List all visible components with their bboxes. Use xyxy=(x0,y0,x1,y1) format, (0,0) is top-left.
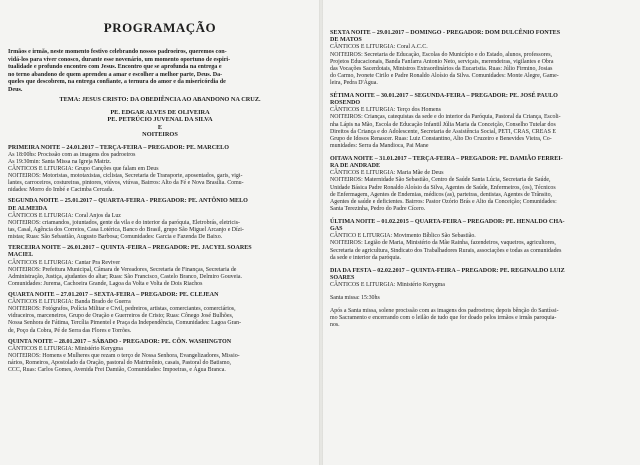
night-line: nários, Romeiros, Apostolado da Oração, pastoral do Matrimônio, casais, Pastoral do Batismo, xyxy=(8,360,231,367)
night-line: Santa missa: 15:30hs xyxy=(330,295,380,302)
left-column xyxy=(0,0,318,465)
night-heading: RA DE ANDRADE xyxy=(330,163,381,170)
night-heading: SEXTA NOITE – 29.01.2017 – DOMINGO - PREGADOR: DOM DULCÊNIO FONTES xyxy=(330,30,561,36)
night-heading: MACIEL xyxy=(8,252,34,259)
night-line: CÂNTICOS E LITURGIA: Maria Mãe de Deus xyxy=(330,170,444,177)
intro-line: tualidade e profundo encontro com Jesus. Encontro que se aprofunda na entrega e xyxy=(8,64,222,70)
page-fold xyxy=(319,0,323,465)
night-line: de Enfermagem, Agentes de Endemias, médicos (as), parteiras, dentistas, Agentes de Trânsito, xyxy=(330,191,552,198)
intro-line: no terno abandono de quem aprendeu a amar e escolher a melhor parte, Deus. Da- xyxy=(8,71,223,78)
night-line: CÂNTICO E LITURGIA: Movimento Bíblico São Sebastião. xyxy=(330,233,476,240)
night-heading: OITAVA NOITE – 31.01.2017 – TERÇA-FEIRA – PREGADOR: PE. DAMIÃO FERREI- xyxy=(330,155,563,162)
night-block xyxy=(8,292,312,335)
night-line: CÂNTICOS E LITURGIA: Ministério Kerygma xyxy=(330,282,445,289)
night-block xyxy=(8,245,312,288)
night-heading: QUINTA NOITE – 28.01.2017 – SÁBADO - PREGADOR: PE. CÔN. WASHINGTON xyxy=(8,338,232,345)
night-heading: SEGUNDA NOITE – 25.01.2017 – QUARTA-FEIRA - PREGADOR: PE. ANTÔNIO MELO xyxy=(8,198,248,205)
night-block xyxy=(330,156,632,213)
night-line: nha Lápis na Mão, Escola de Educação Infantil Júlia Maria da Conceição, Conselho Tutelar dos xyxy=(330,121,556,128)
night-line: NOITEIROS: Maternidade São Sebastião, Centro de Saúde Santa Lúcia, Secretaria de Saúde, xyxy=(330,177,551,184)
intro-line: queles que descobrem, na entrega confiante, a ternura do amor e da misericórdia de xyxy=(8,79,226,85)
night-line: das Vocações Sacerdotais, Ministros Extraordinários da Eucaristia. Ruas: Júlio Firmino, Josias xyxy=(330,65,553,72)
night-line: CÂNTICOS E LITURGIA: Grupo Canções que falam em Deus xyxy=(8,166,159,173)
night-line: Após a Santa missa, solene procissão com as imagens dos padroeiros; depois bênção do Santíssi- xyxy=(330,308,559,315)
priest-name: PE. EDGAR ALVES DE OLIVEIRA xyxy=(110,109,210,116)
night-heading: SÉTIMA NOITE – 30.01.2017 – SEGUNDA-FEIRA – PREGADOR: PE. JOSÉ PAULO xyxy=(330,92,558,99)
night-line: nos. xyxy=(330,322,340,329)
night-line: NOITEIROS: Crianças, catequistas da sede e do interior da Paróquia, Pastoral da Criança, Escoli- xyxy=(330,114,561,121)
night-line: do Carmo, Ivonete Cirilo e Padre Ronaldo Aloísio da Silva. Comunidades: Monte Alegre, Game- xyxy=(330,72,559,79)
night-line: Projetos Educacionais, Banda Fanfarra Antonio Neto, serviçais, merendeiras, vigilantes e Obra xyxy=(330,58,554,65)
night-line: Nossa Senhora de Fátima, Tercília Pimentel e Praça da Independência, Comunidades: Lagoa Gran- xyxy=(8,320,242,327)
intro-line: vidá-los para viver conosco, durante esse novenário, um momento oportuno de espiri- xyxy=(8,56,231,63)
night-line: Santa Terezinha, Pedro do Padre Cícero. xyxy=(330,205,426,212)
night-line: Comunidades: Jurema, Cachoeira Grande, Lagoa da Volta e Volta de Dois Riachos xyxy=(8,280,203,287)
priest-name: PE. PETRÚCIO JUVENAL DA SILVA xyxy=(107,116,213,124)
night-line: de, Poço da Cobra, Pé de Serra das Flores e Torrões. xyxy=(8,327,132,334)
night-line: vidraceiros, marceneiros, Grupo de Oração e Guerreiros de Cristo; Ruas: Cônego José Bulhões, xyxy=(8,313,234,320)
night-line: Secretaria de agricultura, Sindicato dos Trabalhadores Rurais, associações e todas as comunidades xyxy=(330,247,562,254)
page-title: PROGRAMAÇÃO xyxy=(103,20,217,35)
night-heading: DIA DA FESTA – 02.02.2017 – QUINTA-FEIRA – PREGADOR: PE. REGINALDO LUIZ xyxy=(330,267,565,274)
night-line: CCC, Ruas: Carlos Gomes, Avenida Frei Damião, Comunidades: Impoeiras, e Água Branca. xyxy=(8,367,226,374)
night-line: NOITEIROS: Legião de Maria, Ministério da Mãe Rainha, fazendeiros, vaqueiros, agricultores, xyxy=(330,240,556,247)
night-line: CÂNTICOS E LITURGIA: Ministério Kerygma xyxy=(8,345,123,352)
night-line: NOITEIROS: Prefeitura Municipal, Câmara de Vereadores, Secretaria de Finanças, Secretaria de xyxy=(8,266,237,273)
intro-line: Irmãos e irmãs, neste momento festivo celebrando nossos padroeiros, queremos con- xyxy=(8,49,227,55)
night-block xyxy=(330,93,632,150)
intro-line: Deus. xyxy=(8,86,23,93)
night-block xyxy=(330,30,632,87)
night-line: munidades: Serra da Mandioca, Pai Mane xyxy=(330,142,429,149)
night-line: CÂNTICOS E LITURGIA: Coral Anjos da Luz xyxy=(8,212,121,219)
night-line: Grupo de Idosos Renascer. Ruas: Luiz Constantino, Alto Do Cruzeiro e Benevides Vieira, Co- xyxy=(330,135,552,142)
night-block xyxy=(8,145,312,195)
night-line: Administração, Justiça, ajudantes do altar; Ruas: São Francisco, Castelo Branco, Delmiro Gouveia. xyxy=(8,273,242,280)
night-line: CÂNTICOS E LITURGIA: Terço dos Homens xyxy=(330,107,441,114)
night-heading: PRIMEIRA NOITE – 24.01.2017 – TERÇA-FEIRA – PREGADOR: PE. MARCELO xyxy=(8,144,229,151)
night-heading: ÚLTIMA NOITE – 01.02.2015 – QUARTA-FEIRA – PREGADOR: PE. HENALDO CHA- xyxy=(330,218,565,225)
night-line: NOITEIROS: Fotógrafos, Polícia Militar e Civil, pedreiros, artistas, comerciantes, comerciários, xyxy=(8,306,236,313)
night-block xyxy=(330,219,632,262)
night-heading: GAS xyxy=(330,226,343,233)
night-heading: DE ALMEIDA xyxy=(8,205,48,212)
night-line: lantes, carroceiros, costureiras, pintores, viúvos, viúvas, Bairros: Alto da Fé e Nova Brasília. Comu- xyxy=(8,180,244,187)
night-heading: TERCEIRA NOITE – 26.01.2017 – QUINTA -FEIRA – PREGADOR: PE. JACYEL SOARES xyxy=(8,245,252,252)
night-heading: ROSENDO xyxy=(330,100,361,107)
night-heading: QUARTA NOITE – 27.01.2017 – SEXTA-FEIRA – PREGADOR: PE. CLEJEAN xyxy=(8,291,219,298)
night-line: As 18:00hs: Procissão com as imagens dos padroeiros xyxy=(8,151,136,158)
night-line: NOITEIROS: criamandos, joiuntados, gente da vila e do interior da paróquia, Eletrobrás, eletricis- xyxy=(8,219,240,226)
intro-paragraph xyxy=(8,49,312,94)
priests-block xyxy=(8,109,312,139)
night-line: mistas; Ruas: São Sebastião, Augusto Barbosa; Comunidades: Garcia e Fazenda De Baixo. xyxy=(8,234,223,241)
night-line: tas, Casal, Agência dos Correios, Casa Lotérica, Banco do Brasil, grupo São Miguel Arcanjo e Dízi- xyxy=(8,226,244,233)
night-line: da sede e interior da paróquia. xyxy=(330,254,401,261)
noiteiros-heading: NOITEIROS xyxy=(142,131,178,139)
night-line: nidades: Morro do Imbé e Cacimba Cercada. xyxy=(8,187,114,194)
night-heading: DE MATOS xyxy=(330,37,362,44)
priests-conjunction: E xyxy=(157,123,163,131)
night-heading: SOARES xyxy=(330,274,355,281)
night-line: CÂNTICOS E LITURGIA: Banda Brado de Guerra xyxy=(8,299,131,306)
night-line: Agentes de saúde e deficientes. Bairros: Pastor Ozório Brás e Alto da Conceição; Comunidades: xyxy=(330,198,557,205)
night-line: CÂNTICOS E LITURGIA: Coral A.C.C. xyxy=(330,44,428,51)
night-line: Unidade Básica Padre Ronaldo Aloísio da Silva, Agentes de Saúde, Enfermeiros, (os), Técnicos xyxy=(330,184,556,191)
night-block xyxy=(8,339,312,375)
night-line: NOITEIROS: Secretaria de Educação, Escolas do Município e do Estado, alunos, professores, xyxy=(330,51,552,58)
right-column xyxy=(324,0,640,465)
night-block xyxy=(8,198,312,241)
right-column-content xyxy=(330,30,632,330)
night-line: CÂNTICOS E LITURGIA: Cantar Pra Reviver xyxy=(8,259,121,266)
theme-heading: TEMA: JESUS CRISTO: DA OBEDIÊNCIA AO ABANDONO NA CRUZ. xyxy=(59,96,261,103)
night-line: As 19:30min: Santa Missa na Igreja Matriz. xyxy=(8,158,112,165)
night-line: NOITEIROS: Motoristas, mototaxistas, ciclistas, Secretaria de Transporte, aposentados, garis, vigi- xyxy=(8,173,243,180)
night-line: NOITEIROS: Homens e Mulheres que rezam o terço de Nossa Senhora, Evangelizadores, Missio- xyxy=(8,352,240,359)
night-line: leira, Pedra D'Água. xyxy=(330,79,378,86)
night-block xyxy=(330,268,632,330)
night-line: mo Sacramento e encerrando com o leilão de tudo que for doado pelos irmãos e irmãs paroquia- xyxy=(330,315,557,322)
night-line: Direitos da Criança e do Adolescente, Secretaria de Assistência Social, PETI, CRAS, CREAS E xyxy=(330,128,556,135)
